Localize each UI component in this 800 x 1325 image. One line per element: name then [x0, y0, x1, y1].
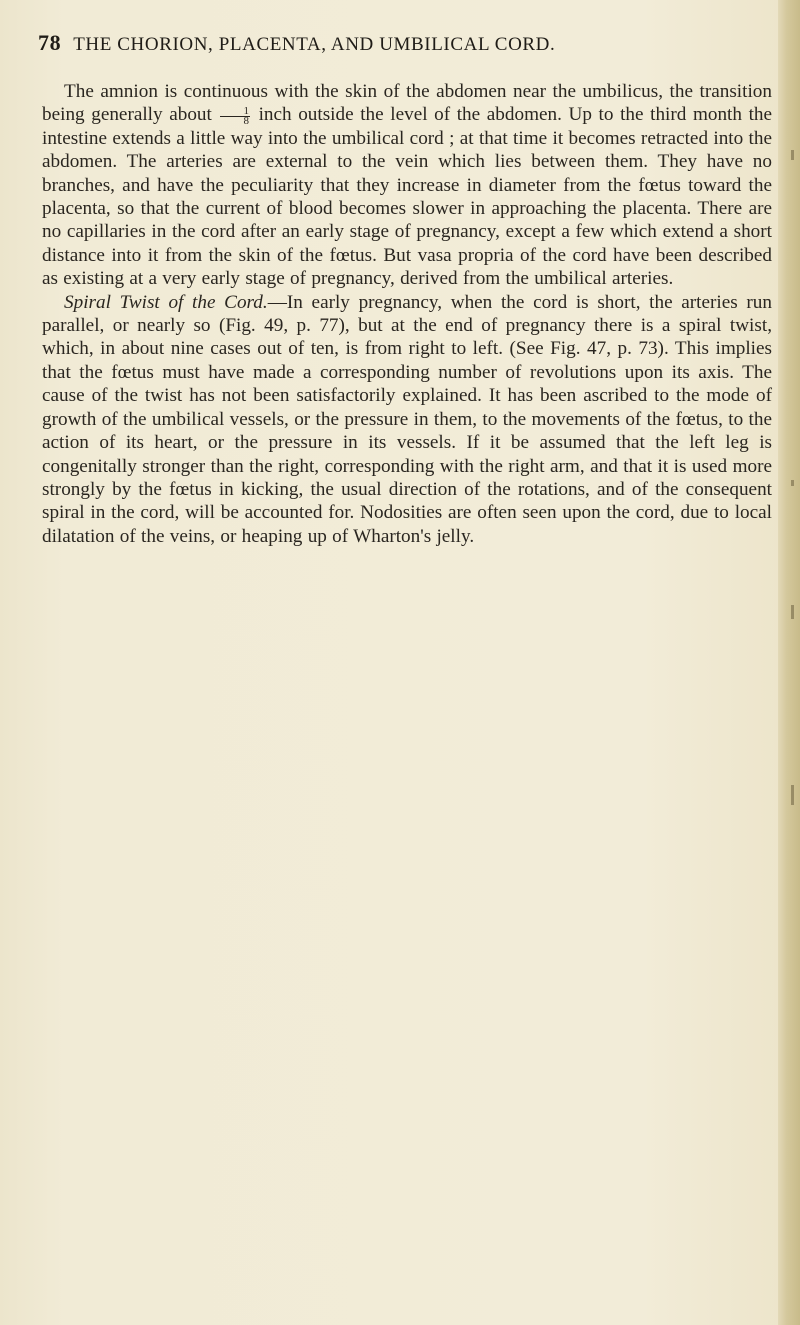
- edge-speck: [791, 785, 794, 805]
- page-number: 78: [38, 30, 62, 55]
- paragraph-spiral-twist: [42, 291, 772, 548]
- fraction: [220, 104, 250, 127]
- fraction-numerator: 1: [220, 107, 250, 117]
- paragraph-text: inch outside the level of the abdomen. Up to the third month the intestine extends a little way into the umbilical cord ; at that time it becomes retracted into the abdomen. The arteries are external to the vein which lies between them. They have no branches, and have the peculiarity that they increase in diameter from the fœtus toward the placenta, so that the current of blood becomes slower in approaching the placenta. There are no capillaries in the cord after an early stage of pregnancy, except a few which extend a short distance into it from the skin of the fœtus. But vasa propria of the cord have been described as existing at a very early stage of pregnancy, derived from the umbilical arteries.: [42, 104, 773, 290]
- section-heading: Spiral Twist of the Cord.: [64, 291, 268, 313]
- fraction-denominator: 8: [243, 114, 249, 127]
- edge-speck: [791, 605, 794, 619]
- running-header: [38, 30, 778, 60]
- page-edge-shadow: [778, 0, 800, 1325]
- edge-speck: [791, 480, 794, 486]
- paragraph-text: The amnion is continuous with the skin of the abdomen near the umbilicus, the transition being generally about: [42, 81, 772, 126]
- body-text: [42, 80, 772, 548]
- edge-speck: [791, 150, 794, 160]
- running-title: THE CHORION, PLACENTA, AND UMBILICAL CORD.: [73, 34, 556, 55]
- paragraph-text: —In early pregnancy, when the cord is short, the arteries run parallel, or nearly so (Fig. 49, p. 77), but at the end of pregnancy there is a spiral twist, which, in about nine cases out of ten, is from right to left. (See Fig. 47, p. 73). This implies that the fœtus must have made a corresponding number of revolutions upon its axis. The cause of the twist has not been satisfactorily explained. It has been ascribed to the mode of growth of the umbilical vessels, or the pressure in them, to the movements of the fœtus, to the action of its heart, or the pressure in its vessels. If it be assumed that the left leg is congenitally stronger than the right, corresponding with the right arm, and that it is used more strongly by the fœtus in kicking, the usual direction of the rotations, and of the consequent spiral in the cord, will be accounted for. Nodosities are often seen upon the cord, due to local dilatation of the veins, or heaping up of Wharton's jelly.: [42, 291, 772, 547]
- paragraph-amnion: [42, 80, 772, 291]
